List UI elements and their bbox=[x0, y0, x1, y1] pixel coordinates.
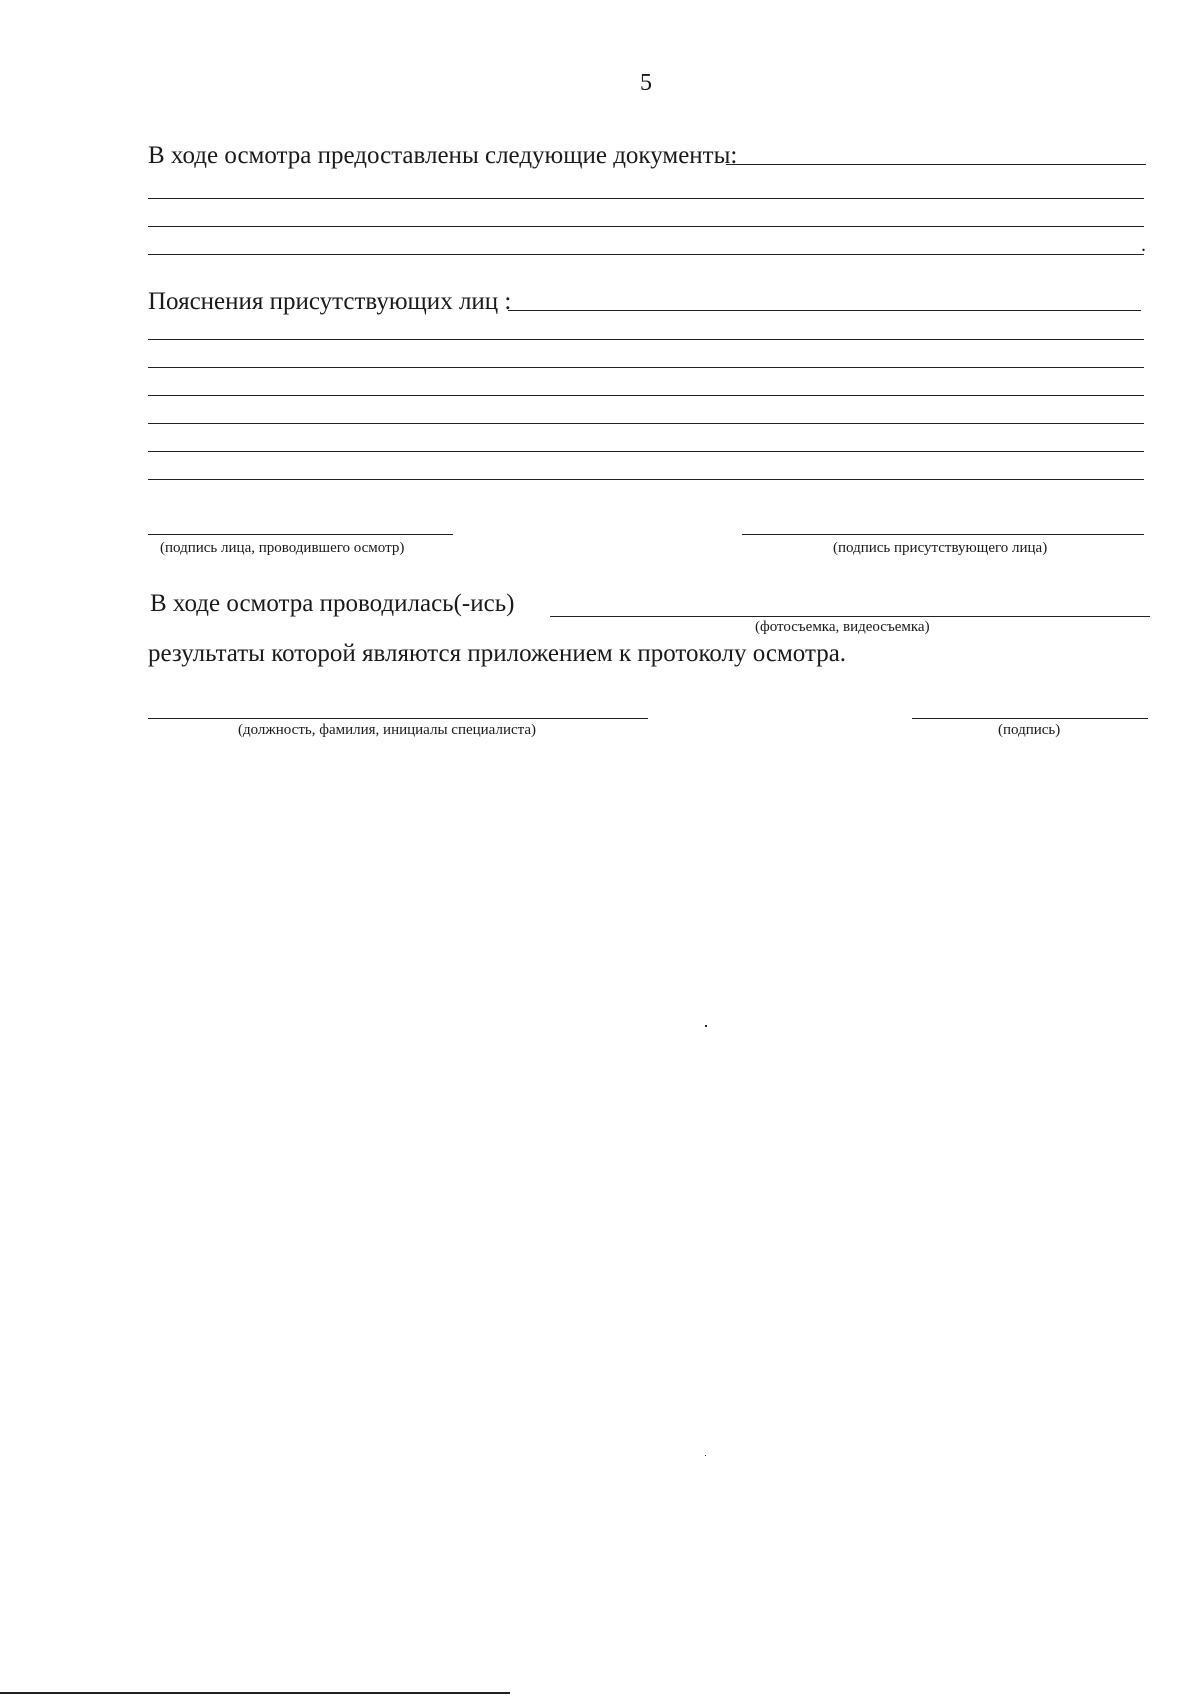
specialist-caption: (должность, фамилия, инициалы специалиста) bbox=[238, 722, 537, 738]
inspector-signature-line[interactable] bbox=[148, 534, 453, 535]
recording-line[interactable] bbox=[550, 616, 1150, 617]
specialist-signature-caption: (подпись) bbox=[998, 722, 1061, 738]
explanations-line-6[interactable] bbox=[148, 451, 1144, 452]
explanations-line-2[interactable] bbox=[148, 339, 1144, 340]
scan-speck bbox=[705, 1025, 707, 1027]
page-number: 5 bbox=[640, 70, 652, 96]
recording-result-text: результаты которой являются приложением к протоколу осмотра. bbox=[148, 640, 847, 667]
explanations-label: Пояснения присутствующих лиц : bbox=[148, 288, 512, 315]
specialist-signature-line[interactable] bbox=[912, 718, 1148, 719]
documents-line-4[interactable] bbox=[148, 254, 1144, 255]
documents-line-1[interactable] bbox=[726, 164, 1146, 165]
documents-line-3[interactable] bbox=[148, 226, 1144, 227]
documents-end-mark: . bbox=[1141, 234, 1146, 256]
explanations-line-7[interactable] bbox=[148, 479, 1144, 480]
scan-speck bbox=[705, 1455, 706, 1456]
inspector-signature-caption: (подпись лица, проводившего осмотр) bbox=[160, 540, 405, 556]
recording-label: В ходе осмотра проводилась(-ись) bbox=[150, 590, 515, 617]
present-signature-caption: (подпись присутствующего лица) bbox=[833, 540, 1048, 556]
explanations-line-5[interactable] bbox=[148, 423, 1144, 424]
explanations-line-4[interactable] bbox=[148, 395, 1144, 396]
recording-caption: (фотосъемка, видеосъемка) bbox=[755, 619, 930, 635]
footnote-rule bbox=[0, 1692, 510, 1694]
present-signature-line[interactable] bbox=[742, 534, 1144, 535]
documents-line-2[interactable] bbox=[148, 198, 1144, 199]
documents-label: В ходе осмотра предоставлены следующие документы: bbox=[148, 142, 738, 169]
explanations-line-3[interactable] bbox=[148, 367, 1144, 368]
specialist-line[interactable] bbox=[148, 718, 648, 719]
explanations-line-1[interactable] bbox=[508, 310, 1141, 311]
